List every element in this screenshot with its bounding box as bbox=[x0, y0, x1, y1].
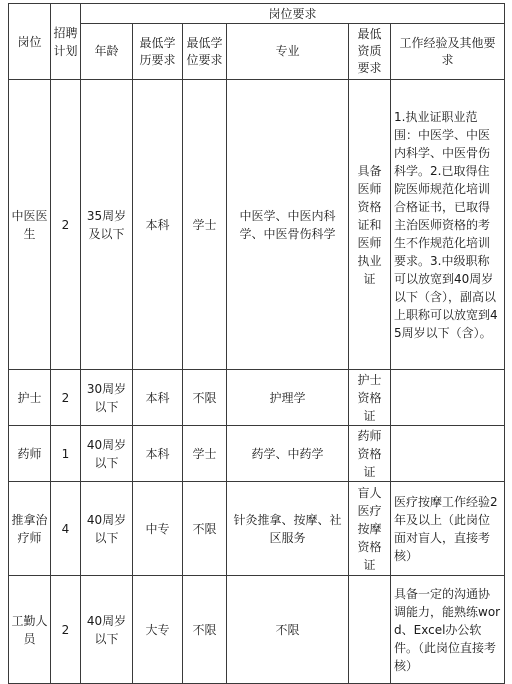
cell-position: 推拿治疗师 bbox=[9, 482, 51, 576]
cell-position: 工勤人员 bbox=[9, 576, 51, 684]
cell-education: 大专 bbox=[133, 576, 183, 684]
cell-qualification: 药师资格证 bbox=[349, 426, 391, 482]
cell-major: 护理学 bbox=[227, 370, 349, 426]
cell-age: 30周岁以下 bbox=[81, 370, 133, 426]
cell-position: 中医医生 bbox=[9, 80, 51, 370]
cell-major: 中医学、中医内科学、中医骨伤科学 bbox=[227, 80, 349, 370]
cell-experience bbox=[391, 426, 505, 482]
cell-age: 40周岁以下 bbox=[81, 426, 133, 482]
cell-qualification bbox=[349, 576, 391, 684]
cell-plan: 2 bbox=[51, 80, 81, 370]
cell-education: 本科 bbox=[133, 80, 183, 370]
header-min-degree: 最低学位要求 bbox=[183, 24, 227, 80]
cell-education: 本科 bbox=[133, 426, 183, 482]
header-requirements: 岗位要求 bbox=[81, 4, 505, 24]
cell-position: 护士 bbox=[9, 370, 51, 426]
cell-major: 药学、中药学 bbox=[227, 426, 349, 482]
header-row-2 bbox=[9, 24, 505, 80]
cell-major: 针灸推拿、按摩、社区服务 bbox=[227, 482, 349, 576]
cell-degree: 不限 bbox=[183, 482, 227, 576]
cell-plan: 4 bbox=[51, 482, 81, 576]
cell-plan: 2 bbox=[51, 576, 81, 684]
cell-degree: 学士 bbox=[183, 80, 227, 370]
cell-age: 40周岁以下 bbox=[81, 482, 133, 576]
cell-age: 35周岁及以下 bbox=[81, 80, 133, 370]
table-row bbox=[9, 426, 505, 482]
header-major: 专业 bbox=[227, 24, 349, 80]
header-experience: 工作经验及其他要求 bbox=[391, 24, 505, 80]
cell-experience: 1.执业证职业范围：中医学、中医内科学、中医骨伤科学。2.已取得住院医师规范化培训合格证书，已取得主治医师资格的考生不作规范化培训要求。3.中级职称可以放宽到40周岁以下（含），副高以上职称可以放宽到45周岁以下（含）。 bbox=[391, 80, 505, 370]
cell-qualification: 盲人医疗按摩资格证 bbox=[349, 482, 391, 576]
header-position: 岗位 bbox=[9, 4, 51, 80]
cell-position: 药师 bbox=[9, 426, 51, 482]
cell-age: 40周岁以下 bbox=[81, 576, 133, 684]
table-row bbox=[9, 482, 505, 576]
cell-experience: 医疗按摩工作经验2年及以上（此岗位面对盲人，直接考核） bbox=[391, 482, 505, 576]
cell-major: 不限 bbox=[227, 576, 349, 684]
cell-experience bbox=[391, 370, 505, 426]
table-row bbox=[9, 576, 505, 684]
cell-qualification: 护士资格证 bbox=[349, 370, 391, 426]
cell-plan: 2 bbox=[51, 370, 81, 426]
cell-education: 中专 bbox=[133, 482, 183, 576]
header-min-education: 最低学历要求 bbox=[133, 24, 183, 80]
header-min-qualification: 最低资质要求 bbox=[349, 24, 391, 80]
header-row-1 bbox=[9, 4, 505, 24]
cell-degree: 不限 bbox=[183, 370, 227, 426]
header-age: 年龄 bbox=[81, 24, 133, 80]
cell-plan: 1 bbox=[51, 426, 81, 482]
header-plan: 招聘计划 bbox=[51, 4, 81, 80]
table-row bbox=[9, 370, 505, 426]
cell-qualification: 具备医师资格证和医师执业证 bbox=[349, 80, 391, 370]
recruitment-table bbox=[8, 3, 505, 684]
cell-degree: 不限 bbox=[183, 576, 227, 684]
cell-education: 本科 bbox=[133, 370, 183, 426]
table-row bbox=[9, 80, 505, 370]
cell-degree: 学士 bbox=[183, 426, 227, 482]
cell-experience: 具备一定的沟通协调能力，能熟练word、Excel办公软件。（此岗位直接考核） bbox=[391, 576, 505, 684]
